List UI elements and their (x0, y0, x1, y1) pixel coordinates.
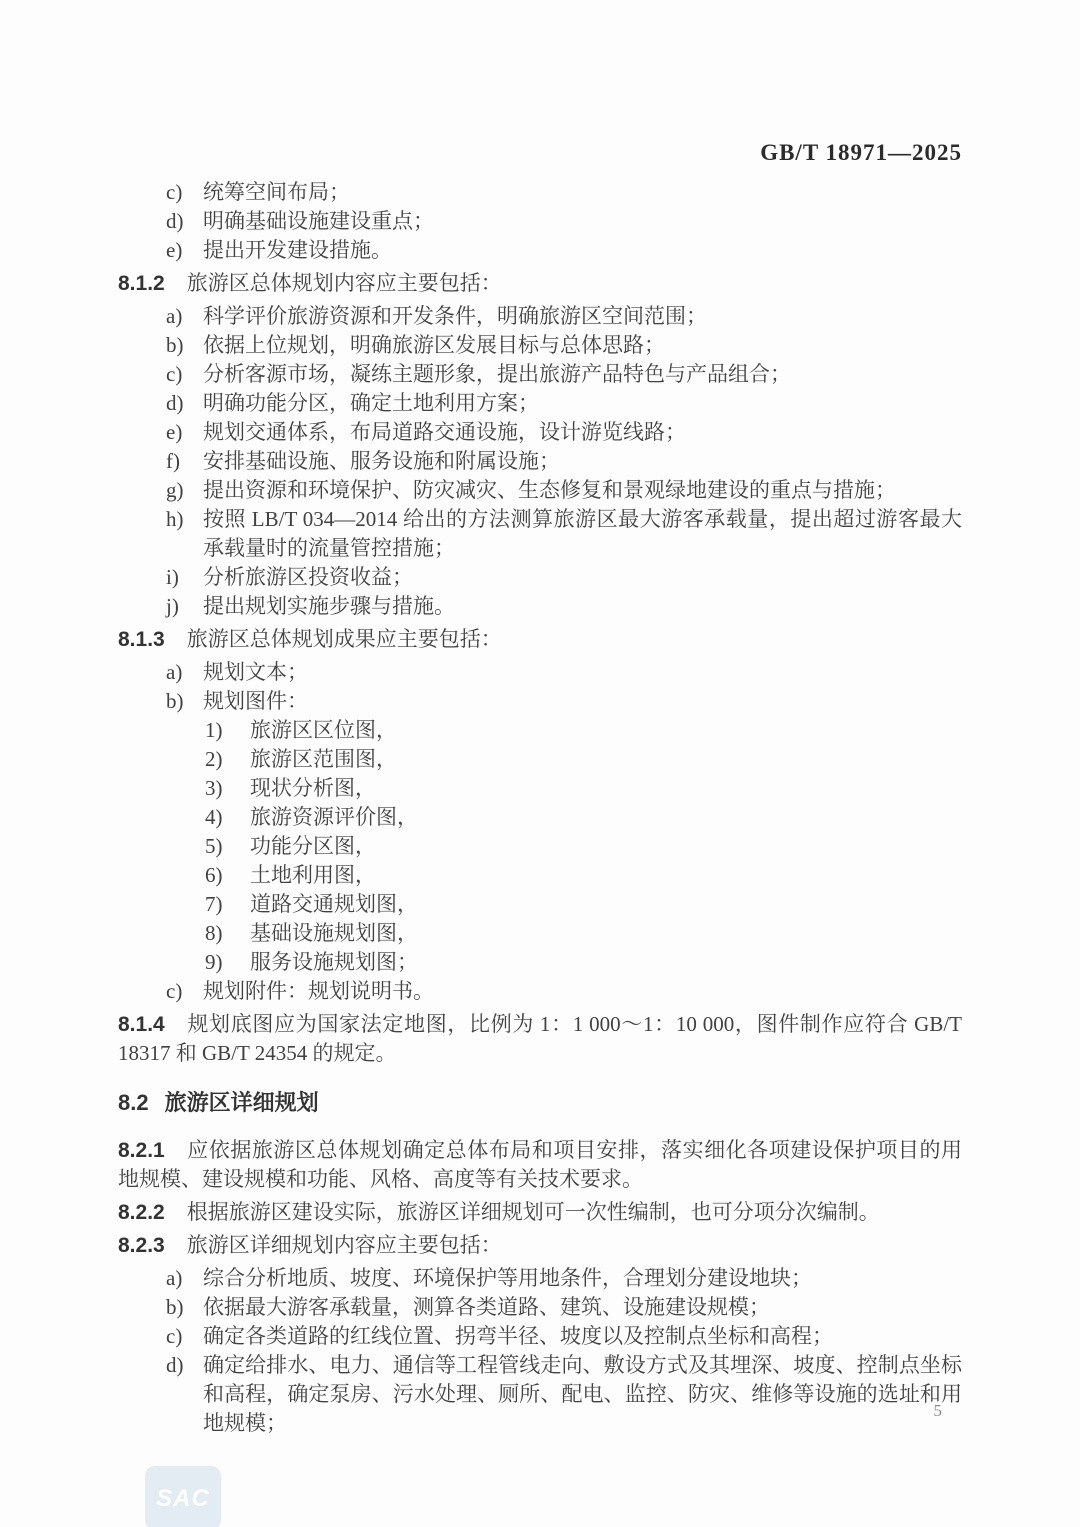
sub-item-label: 8) (205, 921, 223, 945)
clause-number: 8.2.1 (118, 1139, 165, 1162)
list-item (166, 207, 962, 236)
list-item-text: 分析客源市场，凝练主题形象，提出旅游产品特色与产品组合； (203, 362, 791, 386)
clause-8-1-2 (118, 269, 962, 298)
list-item-label: b) (166, 333, 184, 357)
list-item-label: d) (166, 209, 184, 233)
list-item-label: a) (166, 660, 183, 684)
list-item-text: 明确功能分区，确定土地利用方案； (203, 391, 539, 415)
clause-number: 8.1.3 (118, 628, 165, 651)
list-item-text: 依据上位规划，明确旅游区发展目标与总体思路； (203, 333, 665, 357)
list-item-text: 统筹空间布局； (203, 180, 350, 204)
clause-text: 旅游区详细规划内容应主要包括： (186, 1233, 502, 1257)
list-item (166, 1322, 962, 1351)
list-item (166, 505, 962, 563)
list-item-text: 提出规划实施步骤与措施。 (203, 594, 455, 618)
sub-list-item (205, 890, 962, 919)
sub-item-label: 7) (205, 892, 223, 916)
sub-list-item (205, 948, 962, 977)
sub-item-label: 1) (205, 718, 223, 742)
list-item-text: 依据最大游客承载量，测算各类道路、建筑、设施建设规模； (203, 1295, 770, 1319)
list-item-text: 按照 LB/T 034—2014 给出的方法测算旅游区最大游客承载量，提出超过游客最大承载量时的流量管控措施； (203, 507, 962, 560)
sub-item-label: 5) (205, 834, 223, 858)
list-item-label: f) (166, 449, 180, 473)
list-item-text: 规划交通体系，布局道路交通设施，设计游览线路； (203, 420, 686, 444)
sub-list-item (205, 716, 962, 745)
list-item (166, 563, 962, 592)
list-item-text: 规划文本； (203, 660, 308, 684)
list-item-text: 规划附件：规划说明书。 (203, 979, 434, 1003)
list-item-label: c) (166, 362, 183, 386)
sub-item-text: 旅游区范围图， (250, 747, 397, 771)
sub-item-text: 土地利用图， (250, 863, 376, 887)
sub-item-label: 6) (205, 863, 223, 887)
clause-text: 旅游区总体规划成果应主要包括： (186, 627, 502, 651)
sub-item-text: 基础设施规划图， (250, 921, 418, 945)
sub-list-item (205, 919, 962, 948)
list-item (166, 418, 962, 447)
list-item (166, 687, 962, 716)
clause-8-1-3 (118, 625, 962, 654)
doc-number: GB/T 18971—2025 (760, 140, 962, 165)
sub-item-text: 道路交通规划图， (250, 892, 418, 916)
sub-item-label: 3) (205, 776, 223, 800)
sub-list-item (205, 774, 962, 803)
list-item-text: 分析旅游区投资收益； (203, 565, 413, 589)
clause-8-2-2 (118, 1198, 962, 1227)
list-item-label: e) (166, 238, 183, 262)
list-item-label: c) (166, 979, 183, 1003)
sub-item-label: 2) (205, 747, 223, 771)
sub-list-item (205, 745, 962, 774)
sac-watermark-logo (145, 1466, 221, 1527)
sub-item-text: 服务设施规划图； (250, 950, 418, 974)
sub-list-item (205, 832, 962, 861)
page-number: 5 (933, 1401, 942, 1420)
list-item (166, 302, 962, 331)
list-item-label: d) (166, 1353, 184, 1377)
sub-item-text: 现状分析图， (250, 776, 376, 800)
clause-text: 根据旅游区建设实际，旅游区详细规划可一次性编制，也可分项分次编制。 (186, 1200, 880, 1224)
list-item-text: 综合分析地质、坡度、环境保护等用地条件，合理划分建设地块； (203, 1266, 812, 1290)
sub-item-text: 功能分区图， (250, 834, 376, 858)
list-item-label: b) (166, 689, 184, 713)
clause-text: 规划底图应为国家法定地图，比例为 1：1 000～1：10 000，图件制作应符合 GB/T 18317 和 GB/T 24354 的规定。 (118, 1012, 962, 1065)
section-number: 8.2 (118, 1090, 149, 1115)
list-item (166, 1293, 962, 1322)
clause-8-2-3 (118, 1231, 962, 1260)
list-item-text: 安排基础设施、服务设施和附属设施； (203, 449, 560, 473)
clause-number: 8.2.3 (118, 1234, 165, 1257)
list-item (166, 389, 962, 418)
list-item (166, 1264, 962, 1293)
list-item-label: a) (166, 1266, 183, 1290)
clause-text: 旅游区总体规划内容应主要包括： (186, 271, 502, 295)
list-item (166, 592, 962, 621)
list-item-label: h) (166, 507, 184, 531)
list-item (166, 447, 962, 476)
sub-list-item (205, 861, 962, 890)
list-item-label: d) (166, 391, 184, 415)
list-item (166, 236, 962, 265)
clause-text: 应依据旅游区总体规划确定总体布局和项目安排，落实细化各项建设保护项目的用地规模、建设规模和功能、风格、高度等有关技术要求。 (118, 1138, 962, 1191)
clause-number: 8.1.2 (118, 272, 165, 295)
section-heading-8-2 (118, 1088, 962, 1118)
list-item (166, 977, 962, 1006)
list-item-label: c) (166, 180, 183, 204)
list-item (166, 178, 962, 207)
list-item-label: g) (166, 478, 184, 502)
list-item-label: j) (166, 594, 179, 618)
sub-list-item (205, 803, 962, 832)
list-item-text: 规划图件： (203, 689, 308, 713)
sub-item-text: 旅游区区位图， (250, 718, 397, 742)
clause-8-1-4 (118, 1010, 962, 1068)
list-item-label: a) (166, 304, 183, 328)
list-item-text: 确定给排水、电力、通信等工程管线走向、敷设方式及其埋深、坡度、控制点坐标和高程，确定泵房、污水处理、厕所、配电、监控、防灾、维修等设施的选址和用地规模； (203, 1353, 962, 1435)
list-item-label: e) (166, 420, 183, 444)
sub-item-text: 旅游资源评价图， (250, 805, 418, 829)
list-item-text: 明确基础设施建设重点； (203, 209, 434, 233)
clause-8-2-1 (118, 1136, 962, 1194)
sac-logo-text: SAC (156, 1484, 210, 1512)
list-item (166, 1351, 962, 1438)
list-item-text: 提出资源和环境保护、防灾减灾、生态修复和景观绿地建设的重点与措施； (203, 478, 896, 502)
list-item-text: 科学评价旅游资源和开发条件，明确旅游区空间范围； (203, 304, 707, 328)
list-item-label: c) (166, 1324, 183, 1348)
section-title: 旅游区详细规划 (164, 1090, 319, 1115)
list-item (166, 331, 962, 360)
list-item-label: b) (166, 1295, 184, 1319)
clause-number: 8.1.4 (118, 1013, 165, 1036)
list-item (166, 658, 962, 687)
list-item (166, 476, 962, 505)
list-item (166, 360, 962, 389)
list-item-text: 确定各类道路的红线位置、拐弯半径、坡度以及控制点坐标和高程； (203, 1324, 833, 1348)
clause-number: 8.2.2 (118, 1201, 165, 1224)
sub-item-label: 4) (205, 805, 223, 829)
list-item-label: i) (166, 565, 179, 589)
sub-item-label: 9) (205, 950, 223, 974)
list-item-text: 提出开发建设措施。 (203, 238, 392, 262)
